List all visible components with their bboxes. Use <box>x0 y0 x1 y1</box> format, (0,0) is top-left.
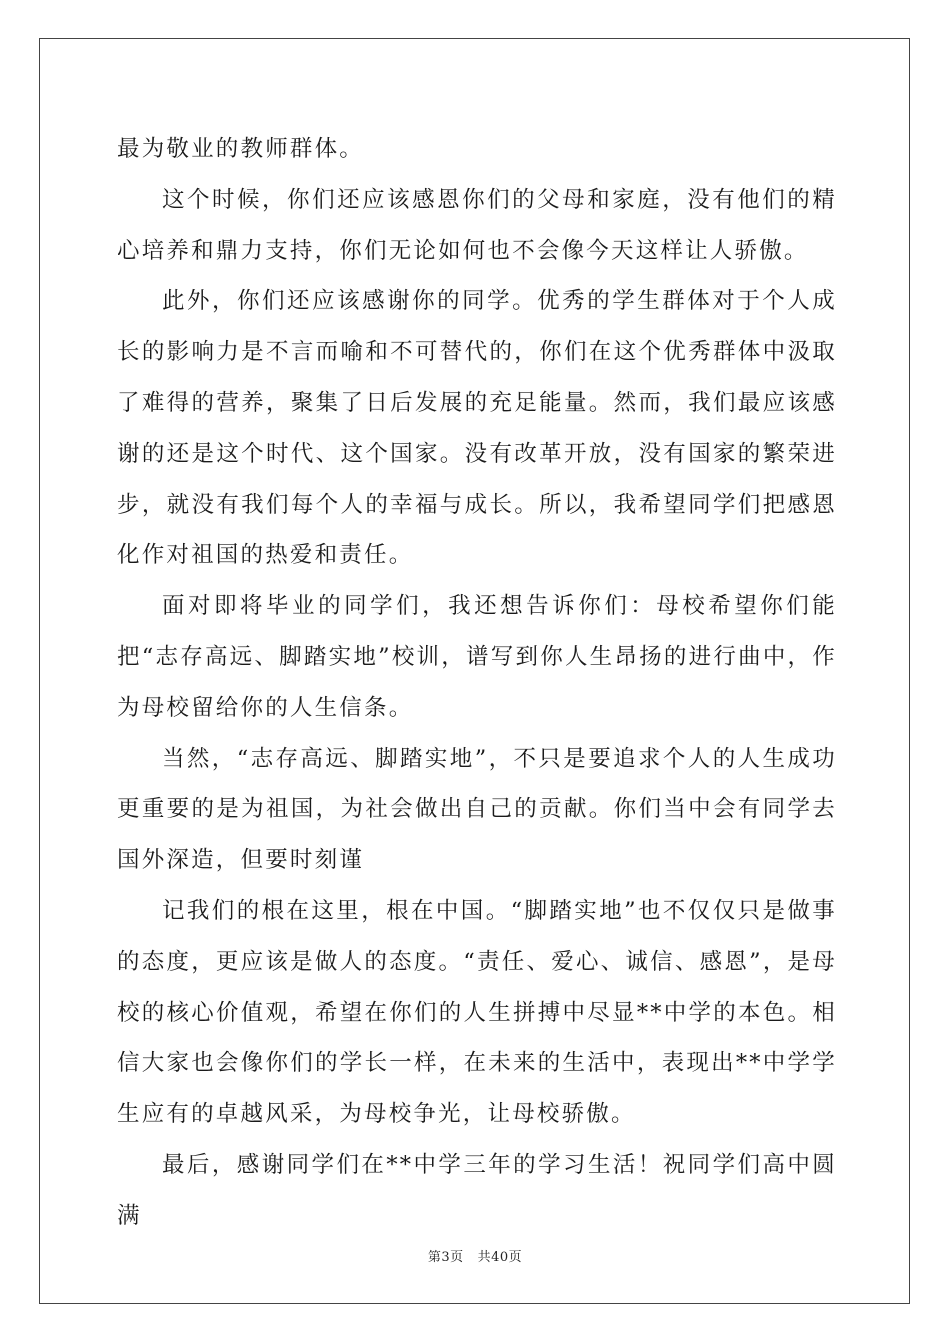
paragraph-2: 这个时候，你们还应该感恩你们的父母和家庭，没有他们的精心培养和鼎力支持，你们无论如何也不会像今天这样让人骄傲。 <box>117 186 837 264</box>
paragraph-1: 最为敬业的教师群体。 <box>117 136 365 162</box>
page-total: 共40页 <box>477 1250 523 1265</box>
paragraph-7: 最后，感谢同学们在**中学三年的学习生活！祝同学们高中圆满 <box>117 1151 837 1229</box>
paragraph-5: 当然，“志存高远、脚踏实地”，不只是要追求个人的人生成功更重要的是为祖国，为社会做出自己的贡献。你们当中会有同学去国外深造，但要时刻谨 <box>117 745 837 874</box>
paragraph-6: 记我们的根在这里，根在中国。“脚踏实地”也不仅仅只是做事的态度，更应该是做人的态度。“责任、爱心、诚信、感恩”，是母校的核心价值观，希望在你们的人生拼搏中尽显**中学的本色。相信大家也会像你们的学长一样，在未来的生活中，表现出**中学学生应有的卓越风采，为母校争光，让母校骄傲。 <box>117 897 837 1128</box>
paragraph-3: 此外，你们还应该感谢你的同学。优秀的学生群体对于个人成长的影响力是不言而喻和不可替代的，你们在这个优秀群体中汲取了难得的营养，聚集了日后发展的充足能量。然而，我们最应该感谢的还是这个时代、这个国家。没有改革开放，没有国家的繁荣进步，就没有我们每个人的幸福与成长。所以，我希望同学们把感恩化作对祖国的热爱和责任。 <box>117 288 837 569</box>
page-number: 第3页 <box>427 1250 464 1265</box>
page-footer <box>0 1246 950 1265</box>
paragraph-4: 面对即将毕业的同学们，我还想告诉你们：母校希望你们能把“志存高远、脚踏实地”校训，谱写到你人生昂扬的进行曲中，作为母校留给你的人生信条。 <box>117 593 837 721</box>
document-body <box>117 124 837 1242</box>
